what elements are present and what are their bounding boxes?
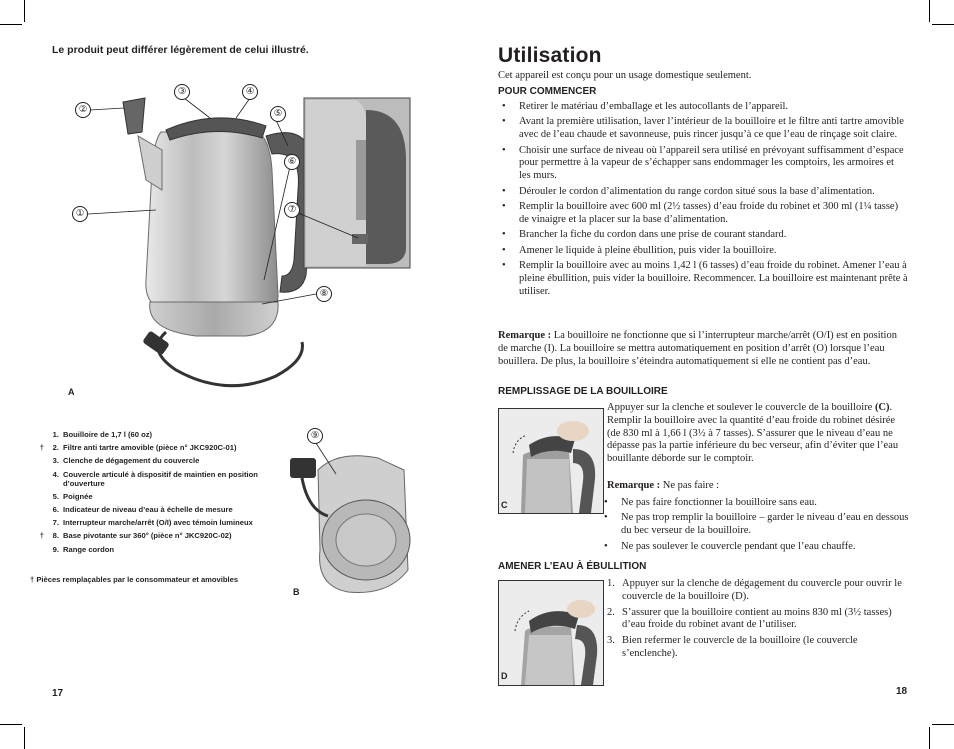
crop-mark	[932, 724, 954, 725]
kettle-illustration	[66, 80, 412, 400]
filling-donts-list	[600, 497, 910, 556]
filling-instructions: Appuyer sur la clenche et soulever le couvercle de la bouilloire (C). Remplir la bouilloire avec la quantité d’eau froide du robinet désirée (de 830 ml à 1,66 l (3½ à 7 tasses). S’assurer que le niveau d’eau ne dépasse pas la partie inférieure du bec verseur, afin d’éviter que l’eau bouillante déborde sur le comptoir.	[607, 402, 899, 465]
list-item: • Choisir une surface de niveau où l’appareil sera utilisé en prévoyant suffisamment d’espace pour permettre à la vapeur de s’échapper sans endommager les comptoirs, les armoires et les murs.	[498, 145, 908, 183]
parts-list-item: 9. Range cordon	[52, 544, 115, 554]
parts-list-item: 5. Poignée	[52, 491, 93, 501]
crop-mark	[929, 727, 930, 749]
figure-a-label: A	[68, 387, 75, 397]
list-item: 1. Appuyer sur la clenche de dégagement du couvercle pour ouvrir le couvercle de la bouilloire (D).	[607, 578, 902, 602]
list-item: 2. S’assurer que la bouilloire contient au moins 830 ml (3½ tasses) d’eau froide du robinet avant de l’utiliser.	[607, 606, 892, 631]
remark-label: Remarque :	[498, 330, 552, 341]
page-title: Utilisation	[498, 44, 602, 67]
callout-6: ⑥	[284, 154, 300, 170]
callout-5: ⑤	[270, 106, 286, 122]
kettle-lid-release-photo	[499, 581, 603, 685]
list-item: • Avant la première utilisation, laver l’intérieur de la bouilloire et le filtre anti tartre amovible avec de l’eau chaude et savonneuse, puis rincer jusqu’à ce que l’eau de rinçage soit claire.	[498, 116, 908, 142]
crop-mark	[24, 727, 25, 749]
figure-ref: (C)	[874, 402, 890, 413]
page-number-left: 17	[52, 688, 64, 699]
figure-b-label: B	[293, 587, 300, 597]
remark-filling	[607, 480, 909, 493]
page-number-right: 18	[896, 686, 908, 697]
crop-mark	[0, 24, 22, 25]
kettle-base-illustration	[288, 430, 412, 600]
figure-d-label: D	[501, 671, 508, 681]
remark-label: Remarque :	[607, 480, 661, 491]
parts-list-item: † 2. Filtre anti tartre amovible (pièce n° JKC920C-01)	[39, 443, 237, 453]
remark-getting-started	[498, 330, 908, 368]
callout-1: ①	[72, 206, 88, 222]
section-heading-getting-started: POUR COMMENCER	[498, 86, 597, 97]
remark-text: Ne pas faire :	[660, 480, 720, 491]
figure-c	[498, 408, 604, 514]
parts-list-item: 7. Interrupteur marche/arrêt (O/I) avec témoin lumineux	[52, 518, 253, 528]
figure-b	[288, 430, 412, 600]
callout-4: ④	[242, 84, 258, 100]
parts-list	[30, 430, 280, 558]
boiling-steps	[607, 578, 909, 664]
list-item: • Ne pas faire fonctionner la bouilloire sans eau.	[600, 497, 910, 510]
list-item: • Dérouler le cordon d’alimentation du range cordon situé sous la base d’alimentation.	[498, 186, 908, 199]
parts-list-item: † 8. Base pivotante sur 360° (pièce n° JKC920C-02)	[39, 531, 232, 541]
callout-3: ③	[174, 84, 190, 100]
callout-2: ②	[75, 102, 91, 118]
figure-a	[66, 80, 412, 400]
callout-9: ⑨	[307, 428, 323, 444]
parts-note: † Pièces remplaçables par le consommateur et amovibles	[30, 575, 239, 584]
crop-mark	[929, 0, 930, 22]
list-item: • Amener le liquide à pleine ébullition, puis vider la bouilloire.	[498, 245, 908, 258]
parts-list-item: 4. Couvercle articulé à dispositif de maintien en position d’ouverture	[52, 469, 258, 488]
parts-list-item: 3. Clenche de dégagement du couvercle	[52, 456, 200, 466]
list-item: • Brancher la fiche du cordon dans une prise de courant standard.	[498, 229, 908, 242]
disclaimer: Le produit peut différer légèrement de celui illustré.	[52, 44, 309, 56]
list-item: • Remplir la bouilloire avec 600 ml (2½ tasses) d’eau froide du robinet et 300 ml (1¼ tasse) de vinaigre et la placer sur la base d’alimentation.	[498, 201, 908, 227]
remark-text: La bouilloire ne fonctionne que si l’interrupteur marche/arrêt (O/I) est en position de marche (I). La bouilloire se mettra automatiquement en position d’arrêt (O) lorsque l’eau bouillera. De plus, la bouilloire s’éteindra automatiquement si elle ne contient pas d’eau.	[498, 330, 897, 367]
kettle-lid-open-photo	[499, 409, 603, 513]
callout-7: ⑦	[284, 202, 300, 218]
intro-text: Cet appareil est conçu pour un usage domestique seulement.	[498, 70, 752, 81]
list-item: • Ne pas soulever le couvercle pendant que l’eau chauffe.	[600, 541, 910, 554]
figure-d	[498, 580, 604, 686]
crop-mark	[932, 24, 954, 25]
figure-c-label: C	[501, 500, 508, 510]
parts-list-item: 6. Indicateur de niveau d’eau à échelle de mesure	[52, 504, 233, 514]
getting-started-list	[498, 101, 908, 301]
list-item: • Remplir la bouilloire avec au moins 1,42 l (6 tasses) d’eau froide du robinet. Amener l’eau à pleine ébullition, puis vider la bouilloire. Recommencer. La bouilloire est maintenant prête à utiliser.	[498, 260, 908, 298]
crop-mark	[24, 0, 25, 22]
list-item: • Retirer le matériau d’emballage et les autocollants de l’appareil.	[498, 101, 908, 114]
callout-8: ⑧	[316, 286, 332, 302]
section-heading-boiling: AMENER L’EAU À ÉBULLITION	[498, 561, 647, 572]
parts-list-item: 1. Bouilloire de 1,7 l (60 oz)	[52, 430, 153, 439]
crop-mark	[0, 724, 22, 725]
list-item: 3. Bien refermer le couvercle de la bouilloire (le couvercle s’enclenche).	[607, 635, 858, 659]
list-item: • Ne pas trop remplir la bouilloire – garder le niveau d’eau en dessous du bec verseur de la bouilloire.	[600, 512, 910, 538]
section-heading-filling: REMPLISSAGE DE LA BOUILLOIRE	[498, 386, 668, 397]
